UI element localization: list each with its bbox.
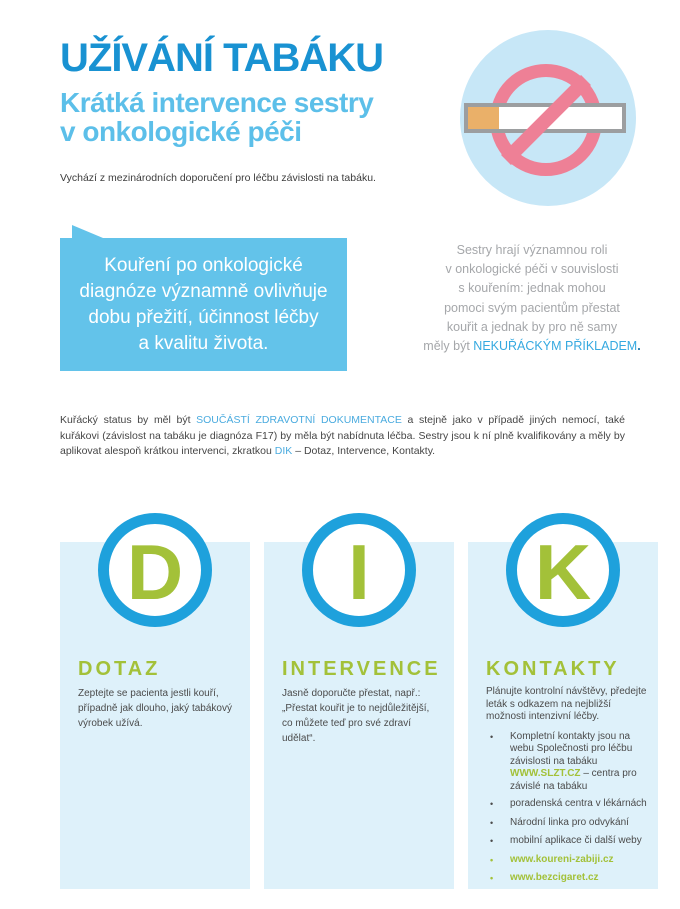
list-item: • poradenská centra v lékárnách	[490, 798, 650, 812]
paragraph-highlight: DIK	[274, 445, 293, 457]
column-text-dotaz: Zeptejte se pacienta jestli kouří, případně jak dlouho, jaký tabákový výrobek užívá.	[78, 688, 232, 729]
column-heading-dotaz: DOTAZ	[78, 658, 161, 680]
list-item: • Kompletní kontakty jsou na webu Společnosti pro léčbu závislosti na tabáku WWW.SLZT.CZ – centra pro závislé na tabáku	[490, 731, 650, 794]
callout-line: diagnóze významně ovlivňuje	[79, 280, 328, 302]
letter-d: D	[126, 528, 184, 616]
bullet-icon	[490, 835, 510, 849]
bullet-icon	[490, 817, 510, 831]
bullet-icon	[490, 731, 510, 794]
intro-note: Vychází z mezinárodních doporučení pro léčbu závislosti na tabáku.	[60, 172, 376, 184]
side-note-line: s kouřením: jednak mohou	[458, 281, 606, 296]
list-item	[490, 854, 650, 868]
letter-k: K	[534, 528, 592, 616]
letter-d-badge	[98, 513, 212, 627]
side-note-line: v onkologické péči v souvislosti	[445, 262, 619, 277]
slzt-link[interactable]: WWW.SLZT.CZ	[510, 768, 581, 779]
letter-i-badge	[302, 513, 416, 627]
contacts-list	[490, 731, 650, 886]
column-text-kontakty: Plánujte kontrolní návštěvy, předejte leták s odkazem na nejbližší možnosti intenzivní léčby.	[486, 686, 647, 722]
bezcigaret-link[interactable]: www.bezcigaret.cz	[510, 872, 599, 883]
callout-line: Kouření po onkologické	[104, 254, 303, 276]
list-item	[490, 872, 650, 886]
bullet-icon	[490, 854, 510, 868]
cigarette-filter	[468, 107, 499, 129]
callout-line: a kvalitu života.	[138, 332, 269, 354]
letter-i: I	[348, 528, 370, 616]
side-note-line: Sestry hrají významnou roli	[456, 243, 608, 257]
side-note-line: měly být NEKUŘÁCKÝM PŘÍKLADEM.	[423, 339, 641, 354]
column-intervence	[264, 528, 454, 889]
page-title: UŽÍVÁNÍ TABÁKU	[60, 36, 384, 80]
side-note-line: pomoci svým pacientům přestat	[444, 300, 620, 315]
list-item: • mobilní aplikace či další weby	[490, 835, 650, 849]
column-heading-kontakty: KONTAKTY	[486, 658, 620, 680]
koureni-zabiji-link[interactable]: www.koureni-zabiji.cz	[510, 853, 614, 865]
side-note	[390, 241, 674, 356]
column-text-intervence: Jasně doporučte přestat, např.: „Přestat kouřit je to nejdůležitější, co můžete teď pro své zdraví udělat“.	[282, 688, 430, 744]
letter-k-badge	[506, 513, 620, 627]
side-note-highlight: NEKUŘÁCKÝM PŘÍKLADEM	[473, 339, 638, 354]
callout-notch	[72, 225, 103, 238]
side-note-line: kouřit a jednak by pro ně samy	[446, 319, 618, 334]
subtitle-line: v onkologické péči	[60, 116, 302, 147]
no-smoking-icon	[458, 28, 638, 208]
subtitle-line: Krátká intervence sestry	[60, 87, 374, 118]
callout-line: dobu přežití, účinnost léčby	[88, 306, 319, 328]
column-heading-intervence: INTERVENCE	[282, 658, 441, 680]
list-item: • Národní linka pro odvykání	[490, 817, 650, 831]
paragraph-highlight: SOUČÁSTÍ ZDRAVOTNÍ DOKUMENTACE	[196, 414, 402, 426]
column-kontakty	[468, 528, 658, 889]
body-paragraph: Kuřácký status by měl být SOUČÁSTÍ ZDRAVOTNÍ DOKUMENTACE a stejně jako v případě jiných nemocí, také kuřákovi (závislost na tabáku je diagnóza F17) by měla být nabídnuta léčba. Sestry jsou k ní plně kvalifikovány a měly by aplikovat alespoň krátkou intervenci, zkratkou DIK – Dotaz, Intervence, Kontakty.	[60, 414, 625, 457]
callout-text	[79, 253, 327, 357]
callout-box	[60, 238, 347, 371]
column-dotaz	[60, 528, 250, 889]
bullet-icon	[490, 798, 510, 812]
page-subtitle	[60, 88, 373, 146]
bullet-icon	[490, 872, 510, 886]
